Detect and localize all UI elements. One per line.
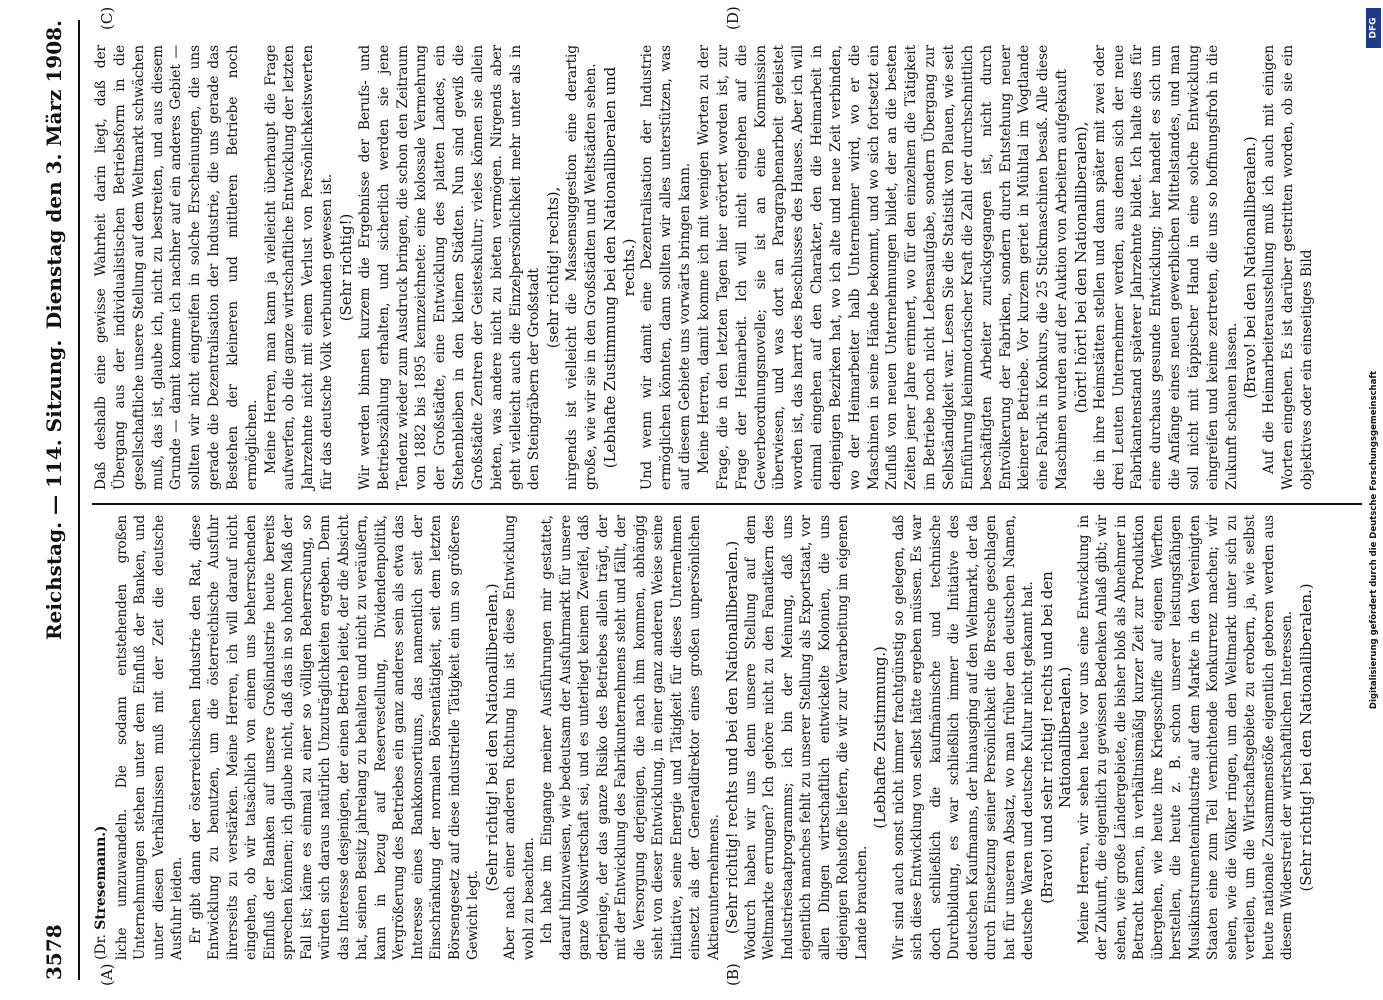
paragraph: liche umzuwandeln. Die sodann entstehenden großen Unternehmungen stehen unter dem Einfluß der Banken, und unter diesen Verhältnissen muß mit der Zeit die deutsche Ausfuhr leiden. [113, 515, 185, 960]
column-divider [92, 503, 1362, 505]
interjection: (Lebhafte Zustimmung.) [870, 646, 889, 829]
session-date: Dienstag den 3. März 1908. [41, 20, 66, 330]
interjection: (Sehr richtig! bei den Nationalliberalen.) [482, 583, 500, 892]
paragraph: Daß deshalb eine gewisse Wahrheit darin liegt, daß der Übergang aus der individualistischen Betriebsform in die gesellschaftliche unsere Stellung auf dem Weltmarkt schwächen muß, das ist, glaube ich, nicht zu bestreiten, und aus diesem Grunde — damit komme ich nachher auf ein anderes Gebiet — sollten wir nicht eingreifen in solche Erscheinungen, die uns gerade die Dezentralisation der Industrie, die uns gerade das Bestehen der kleineren und mittleren Betriebe noch ermöglichen. [92, 45, 260, 490]
session-title: Reichstag. — 114. Sitzung. [41, 339, 66, 640]
paragraph: Ich habe im Eingange meiner Ausführungen mir gestattet, darauf hinzuweisen, wie bedeutsam der Ausfuhrmarkt für unsere ganze Volkswirtschaft sei, und es unterliegt keinem Zweifel, daß derjenige, der das ganze Risiko des Betriebes allein trägt, der mit der Entwicklung des Fabrikunternehmens steht und fällt, der die Versorgung derjenigen, die nach ihm kommen, abhängig sieht von dieser Entwicklung, in einer ganz anderen Weise seine Initiative, seine Energie und Tätigkeit für dieses Unternehmen einsetzt als der Generaldirektor eines großen unpersönlichen Aktienunternehmens. [538, 515, 721, 960]
interjection: (Sehr richtig! bei den Nationalliberalen.) [1296, 583, 1314, 892]
speaker-reference [92, 515, 111, 960]
margin-letter-b: (B) [723, 963, 742, 986]
interjection: (Sehr richtig!) [336, 213, 355, 322]
paragraph: nirgends ist vielleicht die Massensuggestion eine derartig große, wie wir sie in den Großstädten und Weltstädten sehen. [563, 45, 599, 490]
page-number: 3578 [41, 924, 66, 980]
margin-letter-a: (A) [97, 963, 116, 986]
paragraph: Wir sind auch sonst nicht immer frachtgünstig so gelegen, daß sich diese Entwicklung von selbst hätte ergeben müssen. Es war doch schließlich die kaufmännische und technische Durchbildung, es war schließlich immer die Initiative des deutschen Kaufmanns, der hinausging auf den Weltmarkt, der da durch Einsetzung seiner Persönlichkeit die Bresche geschlagen hat für unseren Absatz, wo man früher den deutschen Namen, deutsche Waren und deutsche Kultur nicht gekannt hat. [890, 515, 1036, 960]
newspaper-page [12, 6, 1372, 990]
paragraph: Meine Herren, wir sehen heute vor uns eine Entwicklung in der Zukunft, die eigentlich zu gewissen Bedenken Anlaß gibt; wir sehen, wie große Ländergebiete, die bisher bloß als Abnehmer in Betracht kamen, in verhältnismäßig kurzer Zeit zur Produktion übergehen, wie heute ihre Kriegsschiffe auf eigenen Werften herstellen, die heute z. B. schon unserer leistungsfähigen Musikinstrumentenindustrie auf dem Markte in den Vereinigten Staaten eine zum Teil vernichtende Konkurrenz machen; wir sehen, wie die Völker ringen, um den Weltmarkt unter sich zu verteilen, um die Wirtschaftsgebiete zu erobern, ja, wie selbst heute nationale Zusammenstöße eigentlich geboren werden aus diesem Widerstreit der wirtschaftlichen Interessen. [1075, 515, 1295, 960]
dfg-logo [1366, 8, 1381, 48]
paragraph: die in ihre Heimstätten stellen und dann später mit zwei oder drei Leuten Unternehmer werden, aus denen sich der neue Fabrikantenstand späterer Jahrzehnte bildet. Ich halte dies für eine durchaus gesunde Entwicklung; hier handelt es sich um die Anfänge eines neuen gewerblichen Mittelstandes, und man soll nicht mit täppischer Hand in eine solche Entwicklung eingreifen und keime zertreten, die uns so hoffnungsfroh in die Zukunft schauen lassen. [1091, 45, 1240, 490]
paragraph: Aber nach einer anderen Richtung hin ist diese Entwicklung wohl zu beachten. [501, 515, 536, 960]
paragraph: Wir werden binnen kurzem die Ergebnisse der Berufs- und Betriebszählung erhalten, und sicherlich werden sie jene Tendenz wieder zum Ausdruck bringen, die schon den Zeitraum von 1882 bis 1895 kennzeichnete: eine kolossale Vermehrung der Großstädte, eine Entwicklung des platten Landes, ein Stehenbleiben in den kleinen Städten. Nun sind gewiß die Großstädte Zentren der Geisteskultur; vieles können sie allein bieten, was andere nicht zu bieten vermögen. Nirgends aber geht vielleicht auch die Einzelpersönlichkeit mehr unter als in den Steingräbern der Großstadt [356, 45, 542, 490]
left-column [92, 515, 1315, 960]
margin-letter-d: (D) [723, 6, 742, 30]
speaker-prefix: (Dr. [92, 934, 109, 960]
interjection: (Sehr richtig! rechts und bei den Nationalliberalen.) [722, 540, 741, 935]
page-header [42, 20, 82, 980]
speaker-name: Stresemann.) [92, 825, 109, 930]
interjection: (Bravo! und sehr richtig! rechts und bei den Nationalliberalen.) [1037, 571, 1074, 904]
header-rule [78, 20, 80, 980]
interjection: (hört! hört! bei den Nationalliberalen), [1071, 121, 1090, 414]
interjection: (Lebhafte Zustimmung bei den Nationalliberalen und rechts.) [600, 66, 638, 469]
dfg-logo-text: DFG [1368, 17, 1379, 39]
right-column [92, 45, 1317, 490]
digitization-note: Digitalisierung gefördert durch die Deutsche Forschungsgemeinschaft [1369, 370, 1379, 710]
margin-letter-c: (C) [97, 6, 116, 30]
interjection: (sehr richtig! rechts), [543, 186, 562, 349]
paragraph: Meine Herren, damit komme ich mit wenigen Worten zu der Frage, die in den letzten Tagen hier erörtert worden ist, zur Frage der Heimarbeit. Ich will nicht eingehen auf die Gewerbeordnungsnovelle; sie ist an eine Kommission überwiesen, und was dort an Paragraphenarbeit geleistet worden ist, das harrt des Beschlusses des Hauses. Aber ich will einmal eingehen auf den Charakter, den die Heimarbeit in denjenigen Bezirken hat, wo ich alte und neue Zeit verbinden, wo der Heimarbeiter halb Unternehmer wird, wo er die Maschinen in seine Hände bekommt, und wo sich fortsetzt ein Zufluß von neuen Unternehmungen bildet, der an die besten Zeiten jener Jahre erinnert, wo für den einzelnen die Tätigkeit im Betriebe noch nicht Lebensaufgabe, sondern Übergang zur Selbständigkeit war. Lesen Sie die Statistik von Plauen, wie seit Einführung kleinmotorischer Kraft die Zahl der durchschnittlich beschäftigten Arbeiter zurückgegangen ist, nicht durch Entvölkerung der Fabriken, sondern durch Entstehung neuer kleinerer Betriebe. Vor kurzem geriet in Mühltal im Vogtlande eine Fabrik in Konkurs, die 25 Stickmaschinen besaß. Alle diese Maschinen wurden auf der Auktion von Arbeitern aufgekauft [695, 45, 1070, 490]
paragraph: Und wenn wir damit eine Dezentralisation der Industrie ermöglichen könnten, dann sollten wir alles unterstützen, was auf diesem Gebiete uns vorwärts bringen kann. [638, 45, 693, 490]
paragraph: Er gibt dann der österreichischen Industrie den Rat, diese Entwicklung zu benutzen, um die österreichische Ausfuhr ihrerseits zu verstärken. Meine Herren, ich will darauf nicht eingehen, ob wir tatsächlich von einem uns beherrschenden Einfluß der Banken auf unsere Großindustrie heute bereits sprechen können; ich glaube nicht, daß das in so hohem Maß der Fall ist; käme es einmal zu einer so völligen Beherrschung, so würden sich daraus natürlich Unzuträglichkeiten ergeben. Denn das Interesse desjenigen, der einen Betrieb leitet, der die Absicht hat, seinen Besitz jahrelang zu behalten und nicht zu veräußern, kann in bezug auf Reservestellung, Dividendenpolitik, Vergrößerung des Betriebes ein ganz anderes sein als etwa das Interesse eines Bankkonsortiums, das namentlich seit der Einschränkung der normalen Börsentätigkeit, seit dem letzten Börsengesetz auf diese industrielle Tätigkeit ein um so größeres Gewicht legt. [187, 515, 481, 960]
paragraph: Wodurch haben wir uns denn unsere Stellung auf dem Weltmarkte errungen? Ich gehöre nicht zu den Fanatikern des Industriestaatprogramms; ich bin der Meinung, daß uns eigentlich manches fehlt zu unserer Stellung als Exportstaat, vor allen Dingen wirtschaftlich entwickelte Kolonien, die uns diejenigen Rohstoffe liefern, die wir zur Verarbeitung im eigenen Lande brauchen. [742, 515, 869, 960]
interjection: (Bravo! bei den Nationalliberalen.) [1240, 136, 1259, 399]
paragraph: Meine Herren, man kann ja vielleicht überhaupt die Frage aufwerfen, ob die ganze wirtschaftliche Entwicklung der letzten Jahrzehnte nicht mit einem Verlust von Persönlichkeitswerten für das deutsche Volk verbunden gewesen ist. [262, 45, 335, 490]
paragraph: Auf die Heimarbeiterausstellung muß ich auch mit einigen Worten eingehen. Es ist darüber gestritten worden, ob sie ein objektives oder ein einseitiges Bild [1260, 45, 1315, 490]
